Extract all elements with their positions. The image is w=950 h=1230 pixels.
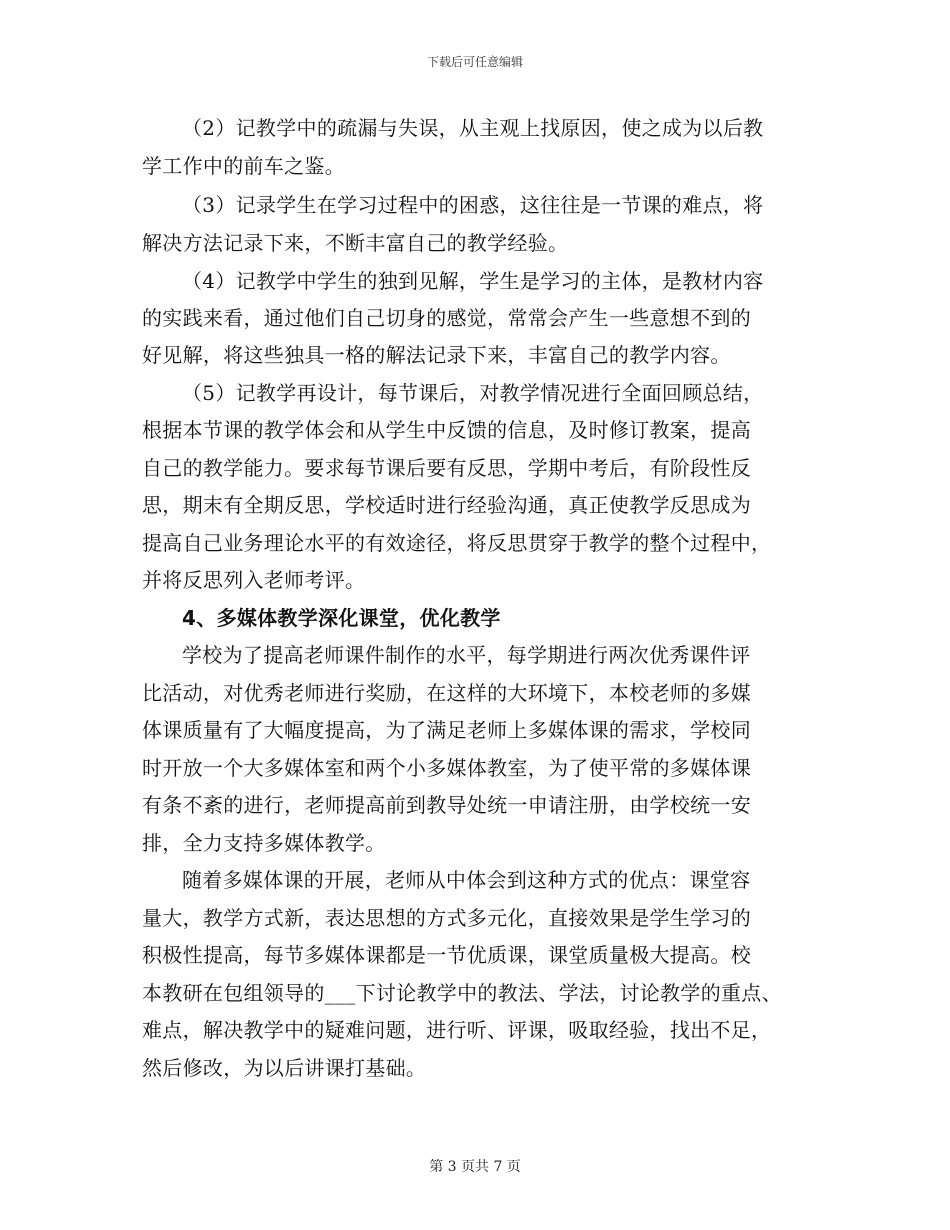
paragraph-line: 自己的教学能力。要求每节课后要有反思，学期中考后，有阶段性反	[142, 456, 751, 480]
page-number: 第 3 页共 7 页	[429, 1159, 521, 1175]
paragraph-line: 提高自己业务理论水平的有效途径，将反思贯穿于教学的整个过程中，	[142, 531, 772, 555]
paragraph-line: 有条不紊的进行，老师提高前到教导处统一申请注册，由学校统一安	[142, 793, 751, 817]
paragraph-line: 根据本节课的教学体会和从学生中反馈的信息，及时修订教案，提高	[142, 418, 751, 442]
paragraph-line: 时开放一个大多媒体室和两个小多媒体教室，为了使平常的多媒体课	[142, 756, 751, 780]
paragraph-line: 排，全力支持多媒体教学。	[142, 831, 386, 855]
paragraph-line: （2）记教学中的疏漏与失误，从主观上找原因，使之成为以后教	[182, 116, 764, 140]
paragraph-line: （5）记教学再设计，每节课后，对教学情况进行全面回顾总结，	[182, 381, 764, 405]
paragraph-line: 量大，教学方式新，表达思想的方式多元化，直接效果是学生学习的	[142, 906, 751, 930]
section-heading: 4、多媒体教学深化课堂，优化教学	[182, 606, 501, 630]
paragraph-line: 本教研在包组领导的___下讨论教学中的教法、学法，讨论教学的重点、	[142, 981, 782, 1005]
paragraph-line: 然后修改，为以后讲课打基础。	[142, 1056, 427, 1080]
paragraph-line: 思，期末有全期反思，学校适时进行经验沟通，真正使教学反思成为	[142, 493, 751, 517]
paragraph-line: 难点，解决教学中的疑难问题，进行听、评课，吸取经验，找出不足，	[142, 1018, 772, 1042]
paragraph-line: 解决方法记录下来，不断丰富自己的教学经验。	[142, 231, 569, 255]
paragraph-line: 并将反思列入老师考评。	[142, 568, 366, 592]
paragraph-line: 学工作中的前车之鉴。	[142, 154, 345, 178]
paragraph-line: 的实践来看，通过他们自己切身的感觉，常常会产生一些意想不到的	[142, 306, 751, 330]
page-header: 下载后可任意编辑	[426, 55, 523, 69]
paragraph-line: （3）记录学生在学习过程中的困惑，这往往是一节课的难点，将	[182, 193, 764, 217]
paragraph-line: 好见解，将这些独具一格的解法记录下来，丰富自己的教学内容。	[142, 343, 731, 367]
paragraph-line: 比活动，对优秀老师进行奖励，在这样的大环境下，本校老师的多媒	[142, 681, 751, 705]
paragraph-line: 体课质量有了大幅度提高，为了满足老师上多媒体课的需求，学校同	[142, 718, 751, 742]
paragraph-line: 学校为了提高老师课件制作的水平，每学期进行两次优秀课件评	[182, 643, 751, 667]
paragraph-line: （4）记教学中学生的独到见解，学生是学习的主体，是教材内容	[182, 269, 764, 293]
paragraph-line: 随着多媒体课的开展，老师从中体会到这种方式的优点：课堂容	[182, 868, 751, 892]
paragraph-line: 积极性提高，每节多媒体课都是一节优质课，课堂质量极大提高。校	[142, 943, 751, 967]
